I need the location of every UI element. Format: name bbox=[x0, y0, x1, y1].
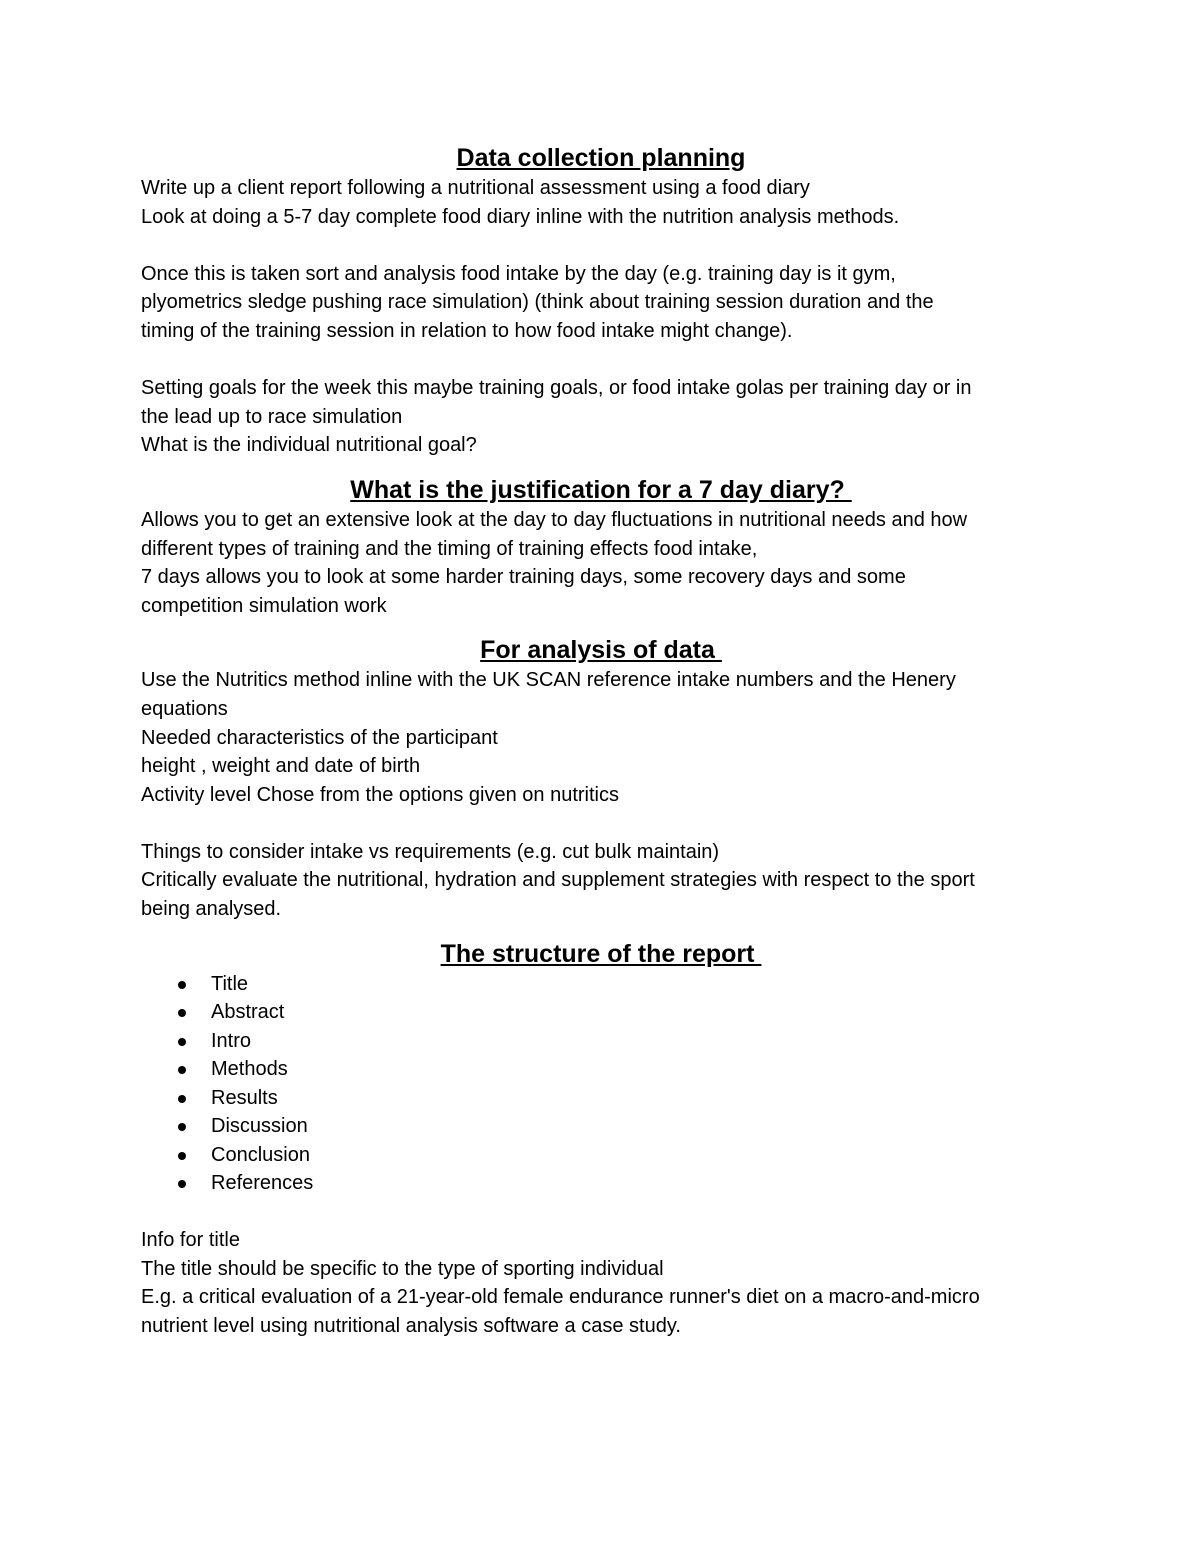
list-item-label: Intro bbox=[211, 1029, 252, 1052]
paragraph-line: Setting goals for the week this maybe training goals, or food intake golas per training day or in bbox=[141, 377, 972, 400]
bullet-icon bbox=[178, 1009, 186, 1017]
paragraph-line: equations bbox=[141, 697, 228, 720]
blank-line bbox=[141, 1198, 1061, 1227]
paragraph-line: timing of the training session in relation to how food intake might change). bbox=[141, 319, 793, 342]
section-heading-justification: What is the justification for a 7 day diary? bbox=[350, 475, 852, 504]
list-item-label: References bbox=[211, 1172, 314, 1195]
list-item bbox=[141, 1055, 1061, 1084]
paragraph-line: competition simulation work bbox=[141, 594, 387, 617]
paragraph-line: Use the Nutritics method inline with the UK SCAN reference intake numbers and the Henery bbox=[141, 669, 956, 692]
list-item bbox=[141, 998, 1061, 1027]
bullet-icon bbox=[178, 1066, 186, 1074]
list-item bbox=[141, 1027, 1061, 1056]
section-heading-analysis: For analysis of data bbox=[480, 636, 722, 665]
paragraph-line: nutrient level using nutritional analysis software a case study. bbox=[141, 1315, 681, 1338]
paragraph-line: plyometrics sledge pushing race simulation) (think about training session duration and the bbox=[141, 291, 934, 314]
bullet-icon bbox=[178, 1180, 186, 1188]
list-item bbox=[141, 1084, 1061, 1113]
bullet-icon bbox=[178, 1038, 186, 1046]
paragraph-line: Write up a client report following a nutritional assessment using a food diary bbox=[141, 177, 810, 199]
blank-line bbox=[141, 346, 1061, 375]
list-item bbox=[141, 1112, 1061, 1141]
list-item bbox=[141, 1169, 1061, 1198]
list-item-label: Conclusion bbox=[211, 1143, 310, 1166]
document-body bbox=[141, 140, 1061, 1341]
paragraph-line: Allows you to get an extensive look at the day to day fluctuations in nutritional needs and how bbox=[141, 508, 968, 531]
paragraph-line: Things to consider intake vs requirements (e.g. cut bulk maintain) bbox=[141, 840, 720, 863]
bullet-icon bbox=[178, 1095, 186, 1103]
paragraph-line: the lead up to race simulation bbox=[141, 405, 403, 428]
list-item-label: Results bbox=[211, 1086, 278, 1109]
list-item-label: Methods bbox=[211, 1058, 288, 1081]
section-heading-structure: The structure of the report bbox=[440, 939, 762, 968]
bullet-icon bbox=[178, 1123, 186, 1131]
blank-line bbox=[141, 231, 1061, 260]
list-item bbox=[141, 1141, 1061, 1170]
paragraph-line: Critically evaluate the nutritional, hydration and supplement strategies with respect to the sport bbox=[141, 869, 975, 892]
paragraph-line: different types of training and the timing of training effects food intake, bbox=[141, 537, 758, 560]
section-heading-planning: Data collection planning bbox=[456, 144, 746, 172]
paragraph-line: E.g. a critical evaluation of a 21-year-old female endurance runner's diet on a macro-and-micro bbox=[141, 1286, 980, 1309]
paragraph-line: Activity level Chose from the options given on nutritics bbox=[141, 783, 619, 806]
list-item-label: Title bbox=[211, 972, 249, 995]
paragraph-line: What is the individual nutritional goal? bbox=[141, 434, 477, 457]
paragraph-line: being analysed. bbox=[141, 898, 282, 921]
list-item-label: Discussion bbox=[211, 1115, 308, 1138]
report-structure-list bbox=[141, 970, 1061, 1198]
list-item bbox=[141, 970, 1061, 999]
paragraph-line: height , weight and date of birth bbox=[141, 755, 421, 778]
bullet-icon bbox=[178, 981, 186, 989]
paragraph-line: 7 days allows you to look at some harder training days, some recovery days and some bbox=[141, 566, 906, 589]
paragraph-line: Once this is taken sort and analysis food intake by the day (e.g. training day is it gym, bbox=[141, 262, 896, 285]
paragraph-line: The title should be specific to the type of sporting individual bbox=[141, 1257, 664, 1280]
list-item-label: Abstract bbox=[211, 1001, 285, 1024]
paragraph-line: Info for title bbox=[141, 1229, 240, 1252]
bullet-icon bbox=[178, 1152, 186, 1160]
paragraph-line: Look at doing a 5-7 day complete food diary inline with the nutrition analysis methods. bbox=[141, 205, 900, 228]
blank-line bbox=[141, 809, 1061, 838]
paragraph-line: Needed characteristics of the participant bbox=[141, 726, 498, 749]
